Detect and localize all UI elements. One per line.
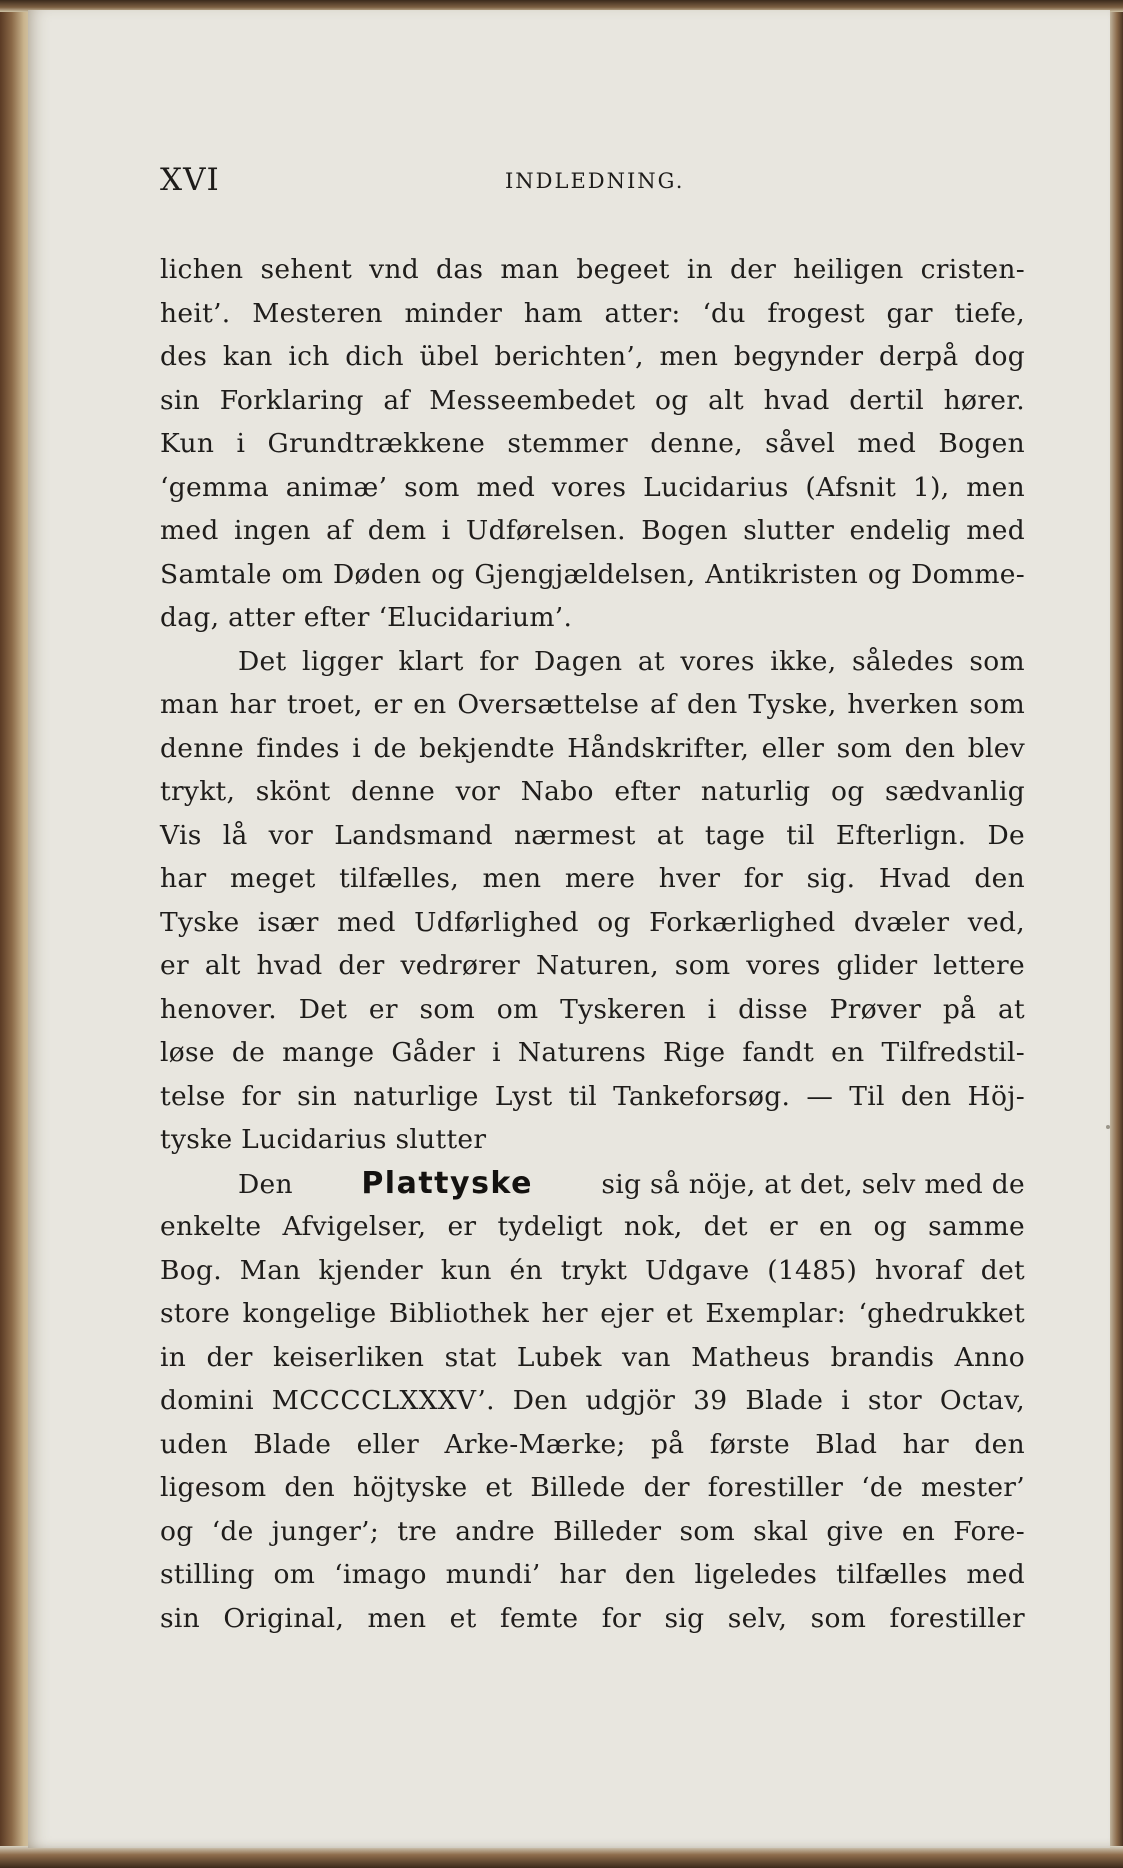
section-prefix: Den [238, 1168, 293, 1200]
text-line: Samtale om Døden og Gjengjældelsen, Antikristen og Domme- [160, 558, 1025, 590]
text-line: man har troet, er en Oversættelse af den Tyske, hverken som [160, 689, 1025, 720]
text-line: uden Blade eller Arke-Mærke; på første Blad har den [160, 1428, 1025, 1460]
text-line: sin Forklaring af Messeembedet og alt hvad dertil hører. [160, 384, 1025, 416]
text-line: denne findes i de bekjendte Håndskrifter, eller som den blev [160, 732, 1025, 764]
text-line: des kan ich dich übel berichten’, men begynder derpå dog [160, 341, 1025, 372]
text-line-section-start [160, 1162, 1025, 1206]
section-keyword: Plattyske [361, 1165, 533, 1201]
text-line: har meget tilfælles, men mere hver for sig. Hvad den [160, 863, 1025, 894]
text-line: er alt hvad der vedrører Naturen, som vores glider lettere [160, 950, 1025, 981]
text-line: trykt, skönt denne vor Nabo efter naturlig og sædvanlig [160, 776, 1025, 807]
text-line: dag, atter efter ‘Elucidarium’. [160, 602, 573, 633]
text-line: in der keiserliken stat Lubek van Matheus brandis Anno [160, 1341, 1025, 1373]
running-head [160, 162, 990, 202]
section-line-rest: sig så nöje, at det, selv med de [601, 1168, 1025, 1200]
chapter-title: INDLEDNING. [505, 169, 685, 193]
text-line: domini MCCCCLXXXV’. Den udgjör 39 Blade i stor Octav, [160, 1385, 1025, 1416]
text-line: enkelte Afvigelser, er tydeligt nok, det er en og samme [160, 1211, 1025, 1242]
text-line: Vis lå vor Landsmand nærmest at tage til Efterlign. De [160, 819, 1025, 851]
book-edge-right [1108, 0, 1123, 1868]
text-line: Kun i Grundtrækkene stemmer denne, såvel med Bogen [160, 428, 1025, 459]
paper-speck [1106, 1125, 1110, 1129]
text-line: løse de mange Gåder i Naturens Rige fandt en Tilfredstil- [160, 1037, 1025, 1068]
text-line: og ‘de junger’; tre andre Billeder som skal give en Fore- [160, 1515, 1025, 1547]
page-number: XVI [160, 162, 220, 198]
text-line: Det ligger klart for Dagen at vores ikke, således som [238, 645, 1025, 677]
text-line: lichen sehent vnd das man begeet in der heiligen cristen- [160, 254, 1025, 285]
text-line: store kongelige Bibliothek her ejer et Exemplar: ‘ghedrukket [160, 1298, 1025, 1329]
body-text [160, 248, 1025, 1640]
text-line: med ingen af dem i Udførelsen. Bogen slutter endelig med [160, 515, 1025, 546]
text-line: tyske Lucidarius slutter [160, 1124, 487, 1155]
text-line: telse for sin naturlige Lyst til Tankeforsøg. — Til den Höj- [160, 1080, 1025, 1112]
text-line: Tyske især med Udførlighed og Forkærlighed dvæler ved, [160, 906, 1025, 938]
text-line: henover. Det er som om Tyskeren i disse Prøver på at [160, 993, 1025, 1025]
text-line: heit’. Mesteren minder ham atter: ‘du frogest gar tiefe, [160, 297, 1025, 329]
text-line: ‘gemma animæ’ som med vores Lucidarius (Afsnit 1), men [160, 471, 1025, 503]
text-line: sin Original, men et femte for sig selv, som forestiller [160, 1602, 1025, 1634]
text-line: ligesom den höjtyske et Billede der forestiller ‘de mester’ [160, 1472, 1025, 1503]
text-line: Bog. Man kjender kun én trykt Udgave (1485) hvoraf det [160, 1254, 1025, 1286]
book-edge-bottom [0, 1846, 1123, 1868]
text-line: stilling om ‘imago mundi’ har den ligeledes tilfælles med [160, 1559, 1025, 1590]
